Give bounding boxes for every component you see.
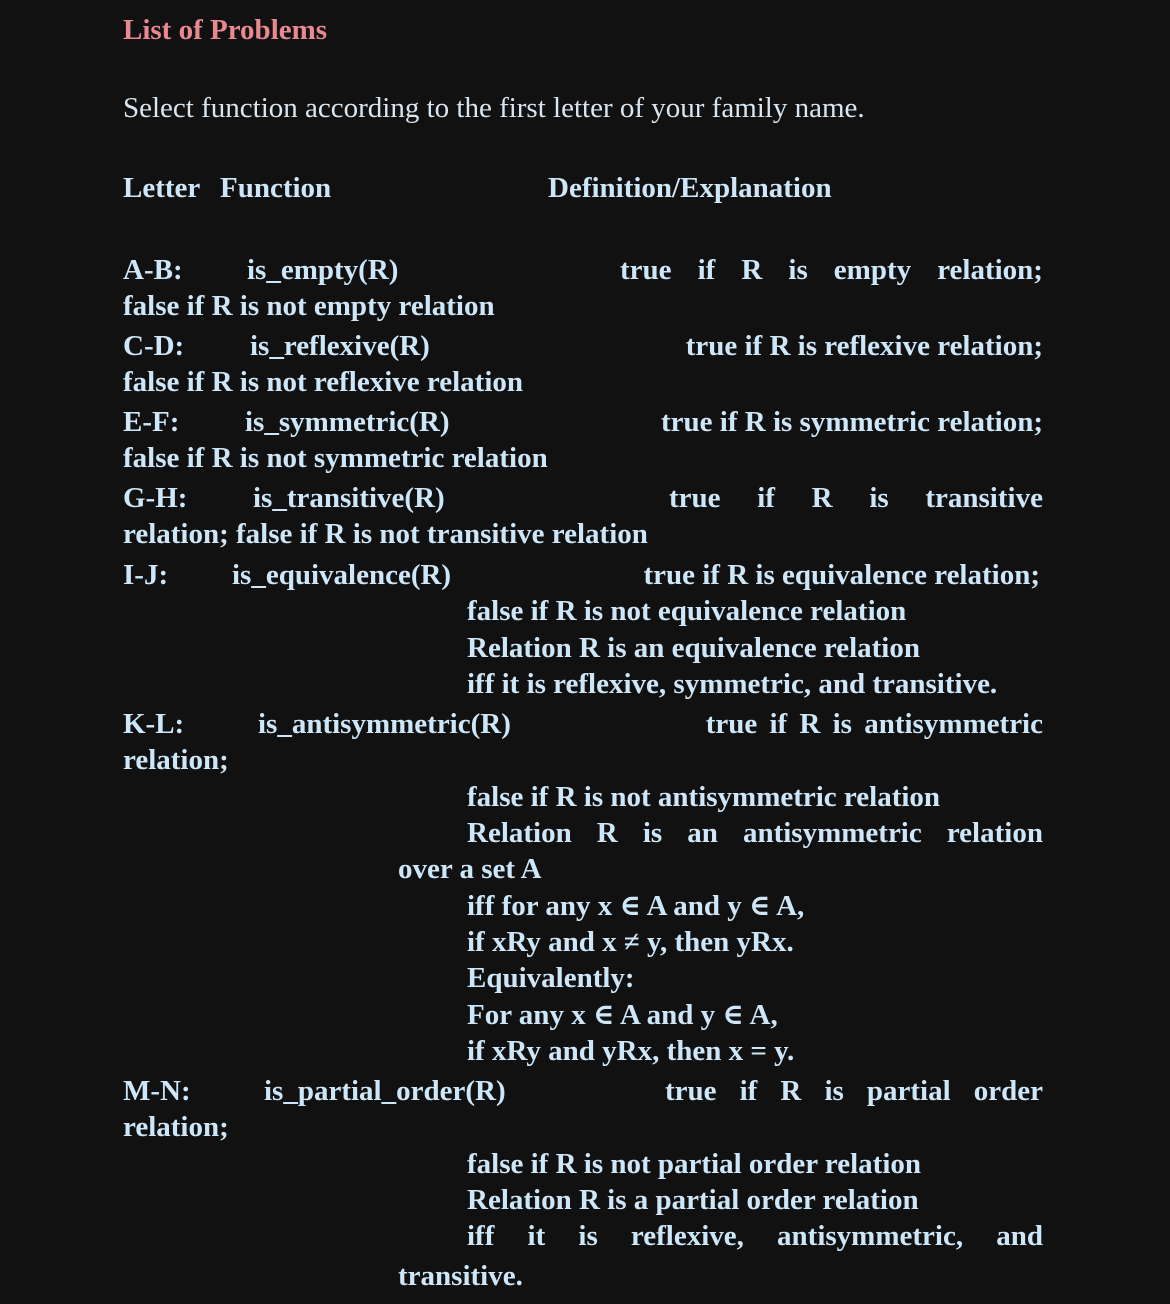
definition-word: R bbox=[741, 254, 763, 286]
definition-word: R bbox=[811, 482, 833, 514]
definition-word: if bbox=[757, 482, 775, 514]
definition-word: empty bbox=[833, 254, 912, 286]
definition-word: if bbox=[739, 1075, 758, 1107]
row-kl-line: if xRy and yRx, then x = y. bbox=[467, 1035, 795, 1067]
definition-word: partial bbox=[866, 1075, 951, 1107]
row-ef-function: is_symmetric(R) bbox=[245, 406, 450, 438]
row-ef-definition: true if R is symmetric relation; bbox=[661, 406, 1043, 438]
row-kl-definition: true if R is antisymmetric bbox=[705, 708, 1043, 740]
line-word: antisymmetric bbox=[742, 817, 922, 849]
definition-word: relation; bbox=[937, 254, 1043, 286]
header-definition: Definition/Explanation bbox=[548, 172, 832, 204]
row-gh-continuation: relation; false if R is not transitive relation bbox=[123, 518, 648, 550]
line-word: antisymmetric, bbox=[777, 1220, 964, 1252]
line-word: reflexive, bbox=[630, 1220, 744, 1252]
row-ij-function: is_equivalence(R) bbox=[232, 559, 452, 591]
line-word: it bbox=[527, 1220, 546, 1252]
line-word: Relation bbox=[467, 817, 572, 849]
row-ef-continuation: false if R is not symmetric relation bbox=[123, 442, 548, 474]
row-ab-definition bbox=[620, 252, 1043, 288]
row-ij-line: Relation R is an equivalence relation bbox=[467, 632, 920, 664]
row-gh-function: is_transitive(R) bbox=[253, 482, 445, 514]
row-ef-letter: E-F: bbox=[123, 406, 180, 438]
row-kl-line: false if R is not antisymmetric relation bbox=[467, 781, 941, 813]
definition-word: transitive bbox=[925, 482, 1043, 514]
row-cd-letter: C-D: bbox=[123, 330, 185, 362]
definition-word: is bbox=[788, 254, 808, 286]
row-mn-letter: M-N: bbox=[123, 1075, 191, 1107]
line-word: iff bbox=[467, 1220, 495, 1252]
line-word: R bbox=[596, 817, 618, 849]
row-gh-letter: G-H: bbox=[123, 482, 188, 514]
line-word: relation bbox=[946, 817, 1043, 849]
row-kl-function: is_antisymmetric(R) bbox=[258, 708, 511, 740]
definition-word: true bbox=[665, 1075, 717, 1107]
line-word: and bbox=[996, 1220, 1043, 1252]
line-word: is bbox=[642, 817, 663, 849]
row-kl-line: For any x ∈ A and y ∈ A, bbox=[467, 999, 778, 1031]
definition-word: true bbox=[620, 254, 672, 286]
header-letter: Letter bbox=[123, 172, 201, 204]
row-kl-line: over a set A bbox=[398, 853, 542, 885]
row-cd-definition: true if R is reflexive relation; bbox=[685, 330, 1043, 362]
definition-word: if bbox=[697, 254, 716, 286]
row-ij-definition: true if R is equivalence relation; bbox=[643, 559, 1040, 591]
row-ij-line: false if R is not equivalence relation bbox=[467, 595, 907, 627]
row-cd-function: is_reflexive(R) bbox=[250, 330, 430, 362]
row-kl-continuation: relation; bbox=[123, 744, 229, 776]
row-kl-line: Equivalently: bbox=[467, 962, 635, 994]
line-word: is bbox=[578, 1220, 598, 1252]
row-ab-letter: A-B: bbox=[123, 254, 183, 286]
row-mn-continuation: relation; bbox=[123, 1111, 229, 1143]
row-mn-line: false if R is not partial order relation bbox=[467, 1148, 922, 1180]
row-mn-function: is_partial_order(R) bbox=[264, 1075, 506, 1107]
definition-word: order bbox=[973, 1075, 1043, 1107]
row-mn-definition bbox=[665, 1073, 1043, 1109]
header-function: Function bbox=[220, 172, 332, 204]
row-mn-line-justified bbox=[467, 1218, 1043, 1254]
row-kl-line-justified bbox=[467, 815, 1043, 851]
row-mn-line: Relation R is a partial order relation bbox=[467, 1184, 919, 1216]
definition-word: is bbox=[824, 1075, 844, 1107]
row-ij-line: iff it is reflexive, symmetric, and transitive. bbox=[467, 668, 998, 700]
row-ij-letter: I-J: bbox=[123, 559, 169, 591]
row-ab-continuation: false if R is not empty relation bbox=[123, 290, 495, 322]
page-title: List of Problems bbox=[123, 14, 328, 46]
row-kl-line: iff for any x ∈ A and y ∈ A, bbox=[467, 890, 805, 922]
row-kl-letter: K-L: bbox=[123, 708, 185, 740]
definition-word: R bbox=[780, 1075, 802, 1107]
definition-word: is bbox=[869, 482, 889, 514]
row-kl-line: if xRy and x ≠ y, then yRx. bbox=[467, 926, 794, 958]
row-mn-line: transitive. bbox=[398, 1260, 523, 1292]
definition-word: true bbox=[669, 482, 721, 514]
row-ab-function: is_empty(R) bbox=[247, 254, 399, 286]
intro-text: Select function according to the first letter of your family name. bbox=[123, 92, 865, 124]
line-word: an bbox=[687, 817, 718, 849]
row-gh-definition bbox=[669, 480, 1043, 516]
row-cd-continuation: false if R is not reflexive relation bbox=[123, 366, 524, 398]
